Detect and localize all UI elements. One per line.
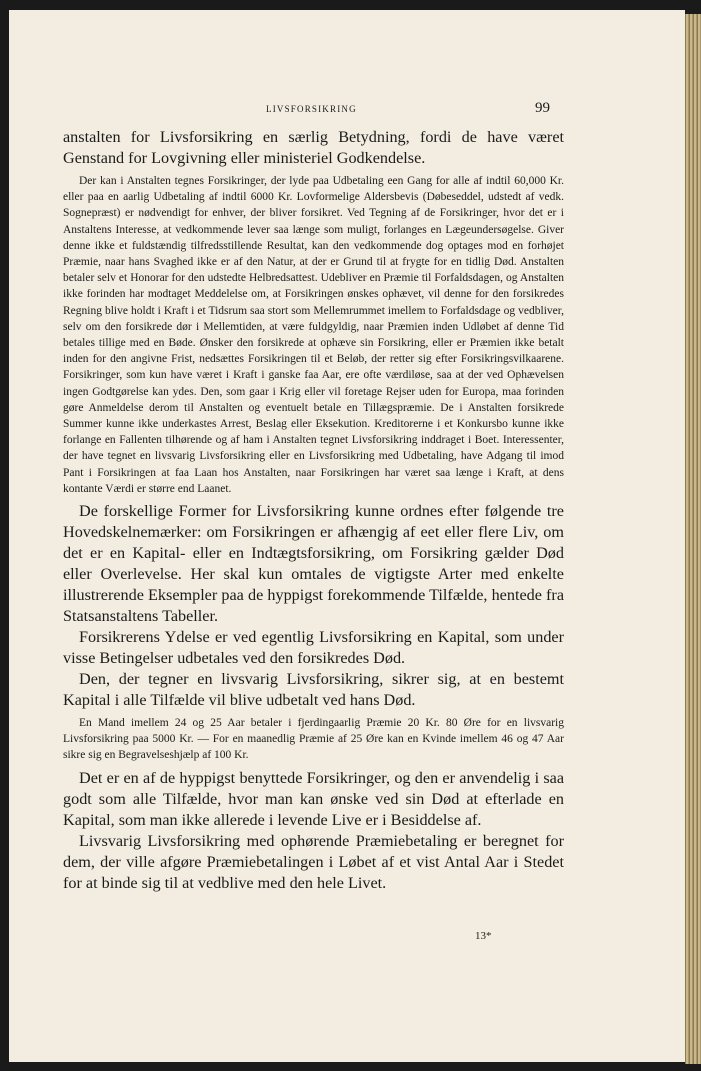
paragraph: anstalten for Livsforsikring en særlig Betydning, fordi de have været Genstand for Lovgivning eller ministeriel Godkendelse. (63, 128, 564, 167)
paragraph: Den, der tegner en livsvarig Livsforsikring, sikrer sig, at en bestemt Kapital i alle Tilfælde vil blive udbetalt ved hans Død. (63, 670, 564, 710)
small-print-paragraph: Der kan i Anstalten tegnes Forsikringer, der lyde paa Udbetaling een Gang for alle af indtil 60,000 Kr. eller paa en aarlig Udbetaling af indtil 6000 Kr. Lovformelige Aldersbevis (Døbeseddel, udstedt af vedk. Sognepræst) er nødvendigt for enhver, der bliver forsikret. Ved Tegning af de Forsikringer, hvor det er i Anstaltens Interesse, at vedkommende lever saa længe som muligt, forlanges en Lægeundersøgelse. Giver denne ikke et fuldstændig tilfredsstillende Resultat, kan den vedkommende dog optages mod en forhøjet Præmie, naar hans Svaghed ikke er af den Natur, at der er Grund til at frygte for en tidlig Død. Anstalten betaler selv et Honorar for den udstedte Helbredsattest. Udebliver en Præmie til Forfaldsdagen, og Anstalten ikke forinden har modtaget Meddelelse om, at Forsikringen ønskes ophævet, vil denne for den forsikredes Regning blive holdt i Kraft i et Tidsrum saa stort som Mellemrummet imellem to Forfaldsdage og vedbliver, selv om den forsikrede dør i Mellemtiden, at være fuldgyldig, naar Præmien inden Udløbet af denne Tid betales tillige med en Bøde. Ønsker den forsikrede at ophæve sin Forsikring, eller er Præmien ikke betalt inden for den angivne Frist, nedsættes Forsikringen til et Beløb, der retter sig efter Forsikringsvilkaarene. Forsikringer, som kun have været i Kraft i ganske faa Aar, ere ofte værdiløse, saa at der ved Ophævelsen ingen Godtgørelse kan ydes. Den, som gaar i Krig eller vil foretage Rejser uden for Europa, maa forinden gøre Anmeldelse derom til Anstalten og eventuelt betale en Tillægspræmie. De i Anstalten forsikrede Summer kunne ikke underkastes Arrest, Beslag eller Eksekution. Kreditorerne i et Konkursbo kunne ikke forlange en Fallenten tilhørende og af ham i Anstalten tegnet Livsforsikring inddraget i Boet. Interessenter, der have tegnet en livsvarig Livsforsikring eller en Livsforsikring med Udbetaling, have Adgang til imod Pant i Forsikringen at faa Laan hos Anstalten, naar Forsikringen har været saa længe i Kraft, at dens kontante Værdi er større end Laanet. (63, 175, 564, 495)
signature-mark: 13* (475, 930, 492, 942)
running-title: LIVSFORSIKRING (266, 104, 357, 114)
page-number: 99 (535, 100, 550, 116)
body-text (63, 127, 564, 894)
page-header (9, 100, 685, 122)
small-print-paragraph: En Mand imellem 24 og 25 Aar betaler i fjerdingaarlig Præmie 20 Kr. 80 Øre for en livsvarig Livsforsikring paa 5000 Kr. — For en maanedlig Præmie af 25 Øre kan en Kvinde imellem 46 og 47 Aar sikre sig en Begravelseshjælp af 100 Kr. (63, 717, 564, 762)
page-edge (685, 14, 701, 1064)
paragraph: Forsikrerens Ydelse er ved egentlig Livsforsikring en Kapital, som under visse Betingelser udbetales ved den forsikredes Død. (63, 628, 564, 668)
paragraph: Livsvarig Livsforsikring med ophørende Præmiebetaling er beregnet for dem, der ville afgøre Præmiebetalingen i Løbet af et vist Antal Aar i Stedet for at binde sig til at vedblive med den hele Livet. (63, 831, 564, 892)
paragraph: De forskellige Former for Livsforsikring kunne ordnes efter følgende tre Hovedskelnemærker: om Forsikringen er afhængig af eet eller flere Liv, om det er en Kapital- eller en Indtægtsforsikring, om Forsikring gælder Død eller Overlevelse. Her skal kun omtales de vigtigste Arter med enkelte illustrerende Eksempler paa de hyppigst forekommende Tilfælde, hentede fra Statsanstaltens Tabeller. (63, 502, 564, 626)
paragraph: Det er en af de hyppigst benyttede Forsikringer, og den er anvendelig i saa godt som alle Tilfælde, hvor man kan ønske ved sin Død at efterlade en Kapital, som man ikke allerede i levende Live er i Besiddelse af. (63, 768, 564, 829)
book-page (9, 10, 685, 1062)
